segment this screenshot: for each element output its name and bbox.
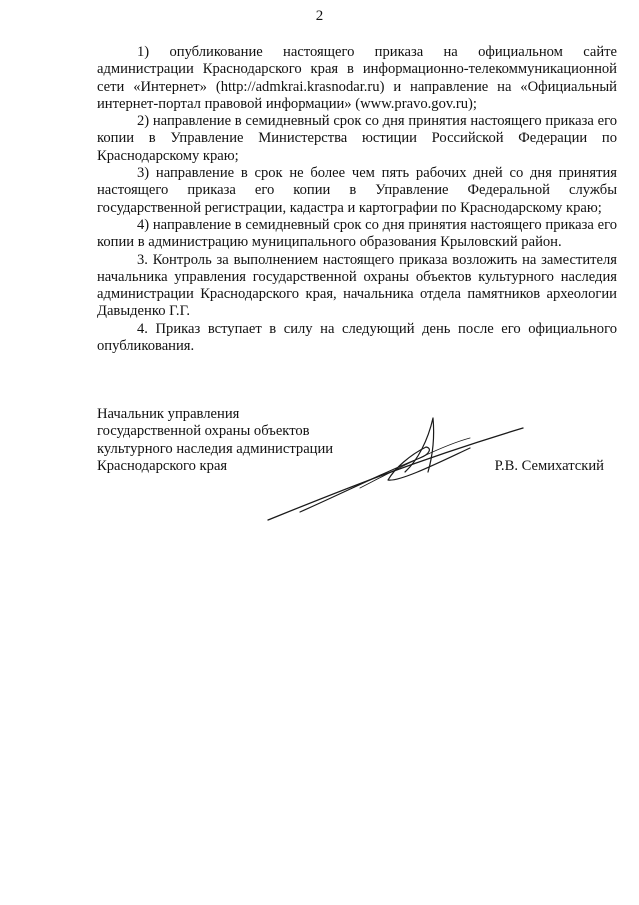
signer-title-line: Краснодарского края xyxy=(97,457,228,474)
paragraph: 3) направление в срок не более чем пять рабочих дней со дня принятия настоящего приказа его копии в Управление Федеральной службы государственной регистрации, кадастра и картографии по Краснодарскому краю; xyxy=(97,165,617,216)
paragraph: 1) опубликование настоящего приказа на официальном сайте администрации Краснодарского края в информационно-телекоммуникационной сети «Интернет» (http://admkrai.krasnodar.ru) и направление на «Официальный интернет-портал правовой информации» (www.pravo.gov.ru); xyxy=(97,44,617,112)
paragraph: 4. Приказ вступает в силу на следующий день после его официального опубликования. xyxy=(97,320,617,355)
signer-title-line: государственной охраны объектов xyxy=(97,423,310,440)
paragraph: 2) направление в семидневный срок со дня принятия настоящего приказа его копии в Управление Министерства юстиции Российской Федерации по Краснодарскому краю; xyxy=(97,113,617,164)
paragraph: 3. Контроль за выполнением настоящего приказа возложить на заместителя начальника управления государственной охраны объектов культурного наследия администрации Краснодарского края, начальника отдела памятников археологии Давыденко Г.Г. xyxy=(97,251,617,320)
paragraph: 4) направление в семидневный срок со дня принятия настоящего приказа его копии в администрацию муниципального образования Крыловский район. xyxy=(97,216,617,251)
signer-name: Р.В. Семихатский xyxy=(494,457,604,474)
signer-title-line: Начальник управления xyxy=(97,406,240,422)
signer-row xyxy=(97,458,617,475)
signature-block xyxy=(97,406,617,475)
signer-title-line: культурного наследия администрации xyxy=(97,440,334,457)
page-number: 2 xyxy=(315,8,324,24)
document-body xyxy=(97,44,617,355)
